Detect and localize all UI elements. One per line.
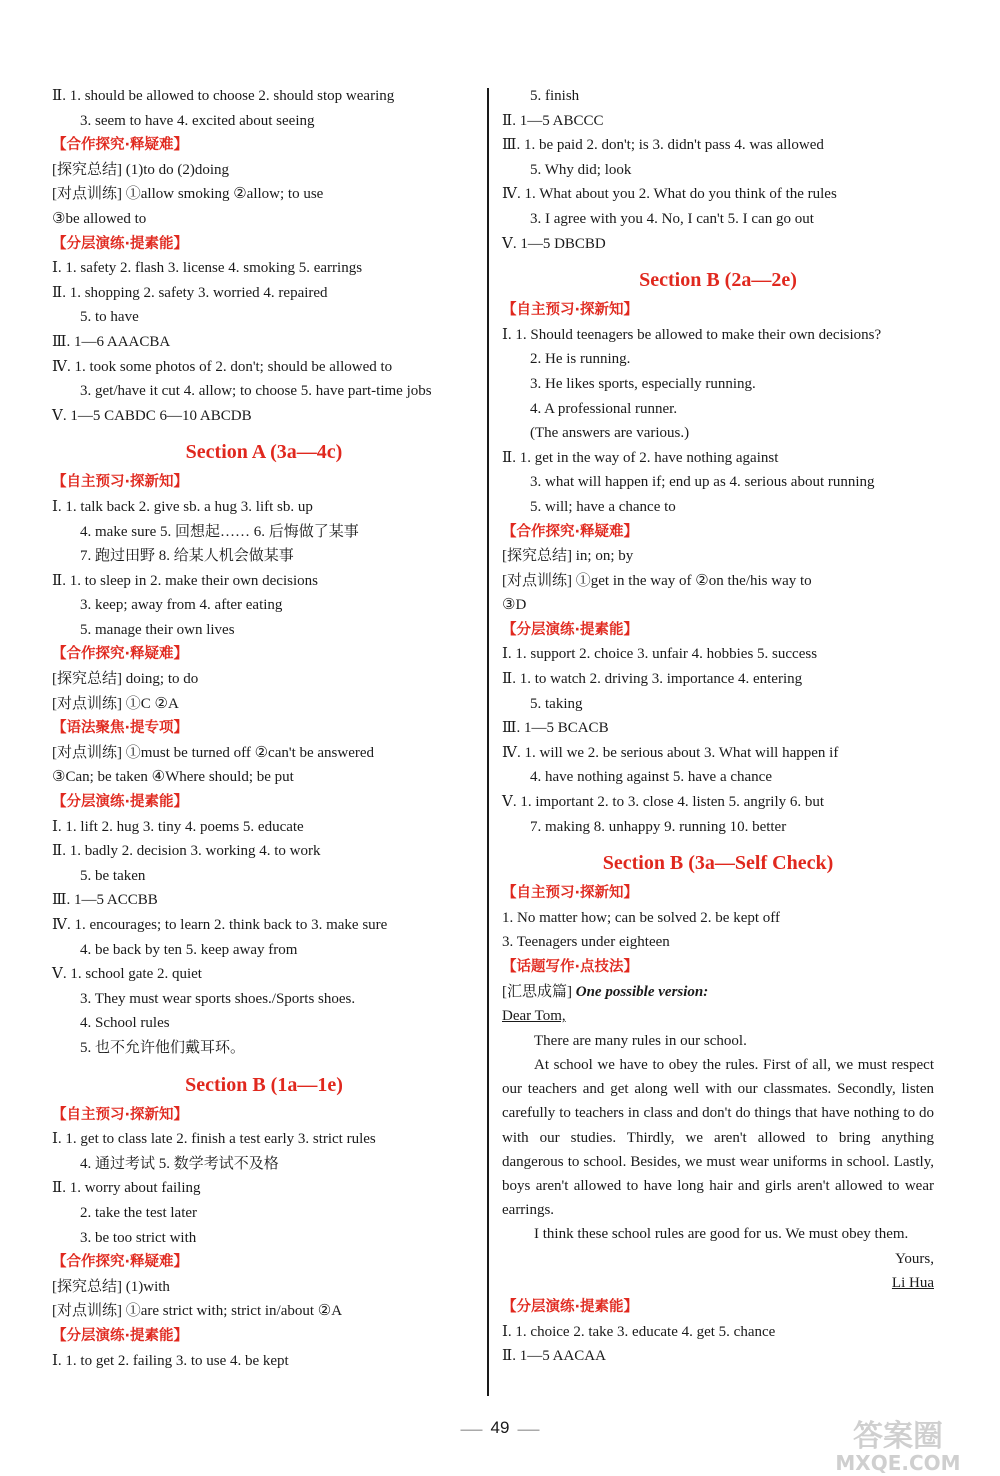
answer-line: Ⅱ. 1. to sleep in 2. make their own decisions bbox=[52, 572, 318, 589]
essay-version: One possible version: bbox=[575, 983, 709, 1000]
answer-line: [对点训练] ①get in the way of ②on the/his way to bbox=[502, 572, 812, 589]
answer-line: [对点训练] ①C ②A bbox=[52, 695, 179, 712]
answer-line: 3. I agree with you 4. No, I can't 5. I can go out bbox=[530, 210, 814, 227]
answer-line: 5. finish bbox=[530, 88, 580, 104]
answer-line: Ⅴ. 1. important 2. to 3. close 4. listen 5. angrily 6. but bbox=[502, 794, 825, 811]
watermark-logo bbox=[808, 1412, 988, 1474]
answer-line: 4. School rules bbox=[80, 1015, 170, 1032]
subsection-heading: 【合作探究·释疑难】 bbox=[52, 646, 189, 663]
answer-line: Ⅱ. 1. should be allowed to choose 2. should stop wearing bbox=[52, 88, 395, 104]
subsection-heading: 【分层演练·提素能】 bbox=[52, 794, 189, 811]
answer-line: Ⅳ. 1. took some photos of 2. don't; should be allowed to bbox=[52, 358, 393, 375]
answer-line: 1. No matter how; can be solved 2. be kept off bbox=[502, 909, 780, 926]
right-column bbox=[502, 84, 934, 1369]
subsection-heading: 【合作探究·释疑难】 bbox=[52, 137, 189, 154]
answer-line: 4. make sure 5. 回想起…… 6. 后悔做了某事 bbox=[80, 523, 359, 540]
answer-line: 2. He is running. bbox=[530, 351, 631, 368]
answer-line: 7. 跑过田野 8. 给某人机会做某事 bbox=[80, 548, 294, 565]
essay-header bbox=[502, 980, 934, 1005]
answer-line: [对点训练] ①are strict with; strict in/about ②A bbox=[52, 1303, 343, 1320]
answer-line: Ⅲ. 1. be paid 2. don't; is 3. didn't pass 4. was allowed bbox=[502, 137, 824, 154]
essay-greeting: Dear Tom, bbox=[502, 1008, 566, 1025]
answer-line: 3. They must wear sports shoes./Sports shoes. bbox=[80, 990, 356, 1007]
subsection-heading: 【合作探究·释疑难】 bbox=[502, 523, 639, 540]
answer-line: Ⅰ. 1. talk back 2. give sb. a hug 3. lift sb. up bbox=[52, 498, 313, 515]
answer-line: Ⅱ. 1—5 ABCCC bbox=[502, 112, 604, 129]
answer-line: 7. making 8. unhappy 9. running 10. better bbox=[530, 818, 787, 835]
answer-line: Ⅰ. 1. support 2. choice 3. unfair 4. hobbies 5. success bbox=[502, 646, 818, 663]
answer-line: Ⅱ. 1. badly 2. decision 3. working 4. to work bbox=[52, 843, 321, 860]
answer-line: Ⅴ. 1—5 CABDC 6—10 ABCDB bbox=[52, 407, 252, 424]
answer-line: Ⅱ. 1. shopping 2. safety 3. worried 4. repaired bbox=[52, 284, 328, 301]
answer-line: Ⅴ. 1. school gate 2. quiet bbox=[52, 966, 202, 983]
section-title: Section B (3a—Self Check) bbox=[602, 852, 834, 875]
answer-line: 4. have nothing against 5. have a chance bbox=[530, 769, 772, 786]
answer-line: 3. be too strict with bbox=[80, 1229, 197, 1246]
answer-line: 4. 通过考试 5. 数学考试不及格 bbox=[80, 1155, 279, 1172]
answer-line: Ⅰ. 1. get to class late 2. finish a test early 3. strict rules bbox=[52, 1131, 376, 1148]
answer-line: [对点训练] ①allow smoking ②allow; to use bbox=[52, 186, 324, 203]
subsection-heading: 【分层演练·提素能】 bbox=[502, 621, 639, 638]
answer-line: 5. manage their own lives bbox=[80, 621, 235, 638]
answer-line: Ⅳ. 1. encourages; to learn 2. think back to 3. make sure bbox=[52, 917, 388, 933]
section-title: Section B (2a—2e) bbox=[639, 269, 797, 292]
watermark-bottom: MXQE.COM bbox=[835, 1451, 961, 1474]
page-number: —— 49 —— bbox=[460, 1418, 540, 1437]
answer-line: 5. will; have a chance to bbox=[530, 498, 676, 515]
answer-line: 3. seem to have 4. excited about seeing bbox=[80, 112, 315, 129]
answer-line: ③D bbox=[502, 597, 527, 614]
answer-line: [对点训练] ①must be turned off ②can't be answered bbox=[52, 744, 375, 761]
answer-line: Ⅰ. 1. choice 2. take 3. educate 4. get 5. chance bbox=[502, 1323, 776, 1340]
left-column bbox=[52, 84, 476, 1373]
answer-line: ③Can; be taken ④Where should; be put bbox=[52, 769, 294, 786]
answer-line: [探究总结] doing; to do bbox=[52, 671, 199, 688]
subsection-heading: 【自主预习·探新知】 bbox=[52, 474, 189, 491]
subsection-heading: 【自主预习·探新知】 bbox=[502, 885, 639, 902]
answer-line: Ⅰ. 1. to get 2. failing 3. to use 4. be kept bbox=[52, 1352, 289, 1369]
answer-line: Ⅳ. 1. will we 2. be serious about 3. What will happen if bbox=[502, 744, 839, 761]
section-title: Section B (1a—1e) bbox=[185, 1073, 343, 1096]
subsection-heading: 【分层演练·提素能】 bbox=[52, 1327, 189, 1344]
answer-line: 5. taking bbox=[530, 695, 583, 712]
answer-line: 5. be taken bbox=[80, 867, 146, 884]
answer-line: [探究总结] in; on; by bbox=[502, 548, 634, 565]
subsection-heading: 【自主预习·探新知】 bbox=[502, 302, 639, 319]
answer-line: Ⅰ. 1. lift 2. hug 3. tiny 4. poems 5. educate bbox=[52, 818, 304, 835]
essay-paragraph-2: At school we have to obey the rules. First of all, we must respect our teachers and get along well with our classmates. Secondly, listen carefully to teachers in class and don't do things that have nothing to do with our studies. Thirdly, we aren't allowed to bring anything dangerous to school. Besides, we must wear uniforms in school. Lastly, boys aren't allowed to have long hair and girls aren't allowed to wear earrings. bbox=[502, 1056, 934, 1219]
answer-line: (The answers are various.) bbox=[530, 425, 690, 442]
answer-line: 2. take the test later bbox=[80, 1204, 198, 1221]
essay-label: [汇思成篇] bbox=[502, 983, 572, 1000]
watermark-top: 答案圈 bbox=[853, 1419, 943, 1454]
answer-line: Ⅳ. 1. What about you 2. What do you think of the rules bbox=[502, 186, 837, 203]
answer-line: 3. what will happen if; end up as 4. serious about running bbox=[530, 474, 875, 491]
subsection-heading: 【合作探究·释疑难】 bbox=[52, 1254, 189, 1271]
essay-paragraph-3: I think these school rules are good for us. We must obey them. bbox=[534, 1226, 909, 1243]
essay-signature: Li Hua bbox=[891, 1274, 934, 1291]
answer-line: Ⅲ. 1—5 ACCBB bbox=[52, 892, 158, 909]
answer-line: Ⅱ. 1—5 AACAA bbox=[502, 1348, 606, 1365]
answer-line: [探究总结] (1)to do (2)doing bbox=[52, 161, 230, 178]
answer-line: Ⅱ. 1. get in the way of 2. have nothing against bbox=[502, 449, 779, 466]
page-number-text: 49 bbox=[490, 1418, 510, 1437]
subsection-heading: 【分层演练·提素能】 bbox=[502, 1299, 639, 1316]
answer-line: 3. He likes sports, especially running. bbox=[530, 375, 756, 392]
essay-paragraph-1: There are many rules in our school. bbox=[534, 1032, 747, 1049]
answer-line: Ⅲ. 1—5 BCACB bbox=[502, 720, 609, 737]
answer-line: 4. A professional runner. bbox=[530, 400, 678, 417]
answer-line: [探究总结] (1)with bbox=[52, 1278, 170, 1295]
subsection-heading: 【话题写作·点技法】 bbox=[502, 959, 639, 975]
answer-line: Ⅴ. 1—5 DBCBD bbox=[502, 235, 606, 252]
subsection-heading: 【分层演练·提素能】 bbox=[52, 235, 189, 252]
answer-line: 4. be back by ten 5. keep away from bbox=[80, 941, 298, 958]
answer-line: Ⅲ. 1—6 AAACBA bbox=[52, 333, 171, 350]
answer-line: Ⅰ. 1. safety 2. flash 3. license 4. smoking 5. earrings bbox=[52, 260, 363, 277]
answer-line: 5. to have bbox=[80, 309, 139, 326]
answer-line: 3. keep; away from 4. after eating bbox=[80, 597, 283, 614]
answer-line: 5. Why did; look bbox=[530, 161, 632, 178]
answer-line: Ⅱ. 1. worry about failing bbox=[52, 1180, 201, 1197]
column-divider bbox=[487, 88, 489, 1396]
answer-line: ③be allowed to bbox=[52, 210, 147, 227]
answer-line: 3. get/have it cut 4. allow; to choose 5. have part-time jobs bbox=[80, 383, 432, 400]
answer-line: Ⅱ. 1. to watch 2. driving 3. importance 4. entering bbox=[502, 671, 803, 688]
answer-line: Ⅰ. 1. Should teenagers be allowed to make their own decisions? bbox=[502, 326, 882, 343]
subsection-heading: 【自主预习·探新知】 bbox=[52, 1106, 189, 1123]
answer-line: 3. Teenagers under eighteen bbox=[502, 934, 670, 951]
answer-line: 5. 也不允许他们戴耳环。 bbox=[80, 1039, 246, 1056]
essay-closing: Yours, bbox=[895, 1250, 934, 1267]
section-title: Section A (3a—4c) bbox=[185, 441, 343, 464]
subsection-heading: 【语法聚焦·提专项】 bbox=[52, 720, 189, 737]
